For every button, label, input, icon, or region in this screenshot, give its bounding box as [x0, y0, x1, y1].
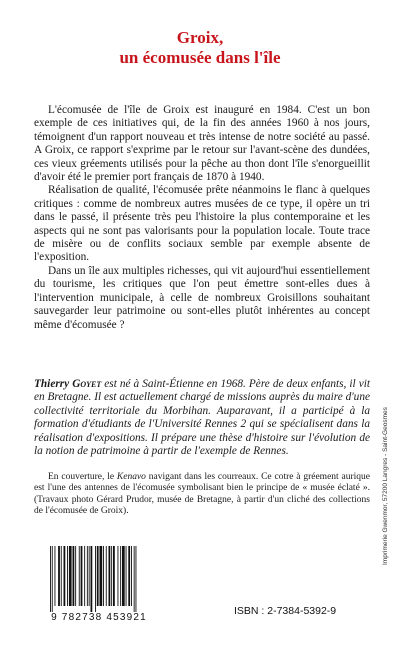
- printer-imprint: Imprimerie Gwenmor, 57200 Langres - Saint-Geosmes: [382, 407, 389, 565]
- barcode-bars: [48, 546, 156, 612]
- barcode-bar: [122, 546, 125, 606]
- barcode-bar: [106, 546, 107, 606]
- barcode-bar: [73, 546, 75, 606]
- barcode-bar: [50, 546, 51, 612]
- book-title: [0, 28, 400, 68]
- barcode-bar: [52, 546, 53, 612]
- barcode-bar: [89, 546, 90, 606]
- boat-name: Kenavo: [116, 472, 146, 482]
- bio-text: est né à Saint-Étienne en 1968. Père de deux enfants, il vit en Bretagne. Il est actuellement chargé de missions auprès du maire d'une collectivité territoriale du Morbihan. Auparavant, il a participé à la formation d'étudiants de l'Université Rennes 2 qui se spécialisent dans la réalisation d'expositions. Il prépare une thèse d'histoire sur l'évolution de la notion de patrimoine à partir de l'exemple de Rennes.: [34, 378, 370, 458]
- barcode-bar: [109, 546, 111, 606]
- title-line-1: Groix,: [176, 28, 224, 47]
- author-last-name: Goyet: [72, 378, 102, 390]
- barcode-number: 9 782738 453921: [51, 612, 147, 623]
- barcode-bar: [75, 546, 76, 606]
- paragraph-2: Réalisation de qualité, l'écomusée prête néanmoins le flanc à quelques critiques : comme de nombreux autres musées de ce type, il opère un tri dans le passé, il présente très peu l'histoire la plus contemporaine et les aspects qui ne sont pas valorisants pour la population locale. Toute trace de misère ou de conflits sociaux semble par exemple absente de l'exposition.: [34, 184, 370, 264]
- barcode: [38, 542, 160, 628]
- barcode-bar: [58, 546, 60, 606]
- barcode-bar: [79, 546, 80, 606]
- barcode-bar: [113, 546, 115, 606]
- barcode-bar: [131, 546, 132, 606]
- bio-paragraph: [34, 378, 370, 458]
- paragraph-3: Dans un île aux multiples richesses, qui vit aujourd'hui essentiellement du tourisme, les critiques que l'on peut émettre sont-elles dues à l'intervention municipale, à celle de nombreux Groisillons souhaitant sauvegarder leur patrimoine ou sont-elles plutôt inhérentes au concept même d'écomusée ?: [34, 264, 370, 331]
- author-first-name: Thierry: [34, 378, 70, 390]
- cover-text-2: navigant dans les courreaux. Ce cotre à gréement aurique est l'une des antennes de l'écomusée symbolisant bien le principe de « musée éclaté ». (Travaux photo Gérard Prudor, musée de Bretagne, à partir d'un cliché des collections de l'écomusée de Groix).: [34, 472, 370, 516]
- barcode-bar: [81, 546, 83, 606]
- paragraph-1: L'écomusée de l'île de Groix est inauguré en 1984. C'est un bon exemple de ces initiatives qui, de la fin des années 1960 à nos jours, témoignent d'un rapport nouveau et très intense de notre société au passé. A Groix, ce rapport s'exprime par le retour sur l'avant-scène des dundées, ces vieux gréements utilisés pour la pêche au thon dont l'île s'enorgueillit d'avoir été le premier port français de 1870 à 1940.: [34, 104, 370, 184]
- title-line-2: un écomusée dans l'île: [119, 48, 281, 67]
- cover-text-1: En couverture, le: [48, 472, 117, 482]
- barcode-bar: [134, 546, 135, 612]
- barcode-bar: [61, 546, 62, 606]
- barcode-bar: [128, 546, 130, 606]
- barcode-bar: [95, 546, 96, 612]
- barcode-bar: [67, 546, 68, 606]
- barcode-bar: [126, 546, 127, 606]
- barcode-bar: [91, 546, 93, 612]
- barcode-bar: [69, 546, 72, 606]
- barcode-bar: [97, 546, 99, 606]
- barcode-bar: [100, 546, 103, 606]
- cover-caption: [34, 472, 370, 517]
- barcode-bar: [120, 546, 121, 606]
- summary-text: [34, 104, 370, 332]
- barcode-bar: [136, 546, 137, 612]
- barcode-bar: [118, 546, 119, 606]
- barcode-bar: [64, 546, 66, 606]
- cover-paragraph: [34, 472, 370, 517]
- isbn: ISBN : 2-7384-5392-9: [234, 605, 337, 617]
- barcode-bar: [103, 546, 104, 606]
- barcode-bar: [55, 546, 56, 606]
- barcode-bar: [111, 546, 112, 606]
- barcode-bar: [84, 546, 85, 606]
- barcode-bar: [87, 546, 88, 606]
- author-bio: [34, 378, 370, 458]
